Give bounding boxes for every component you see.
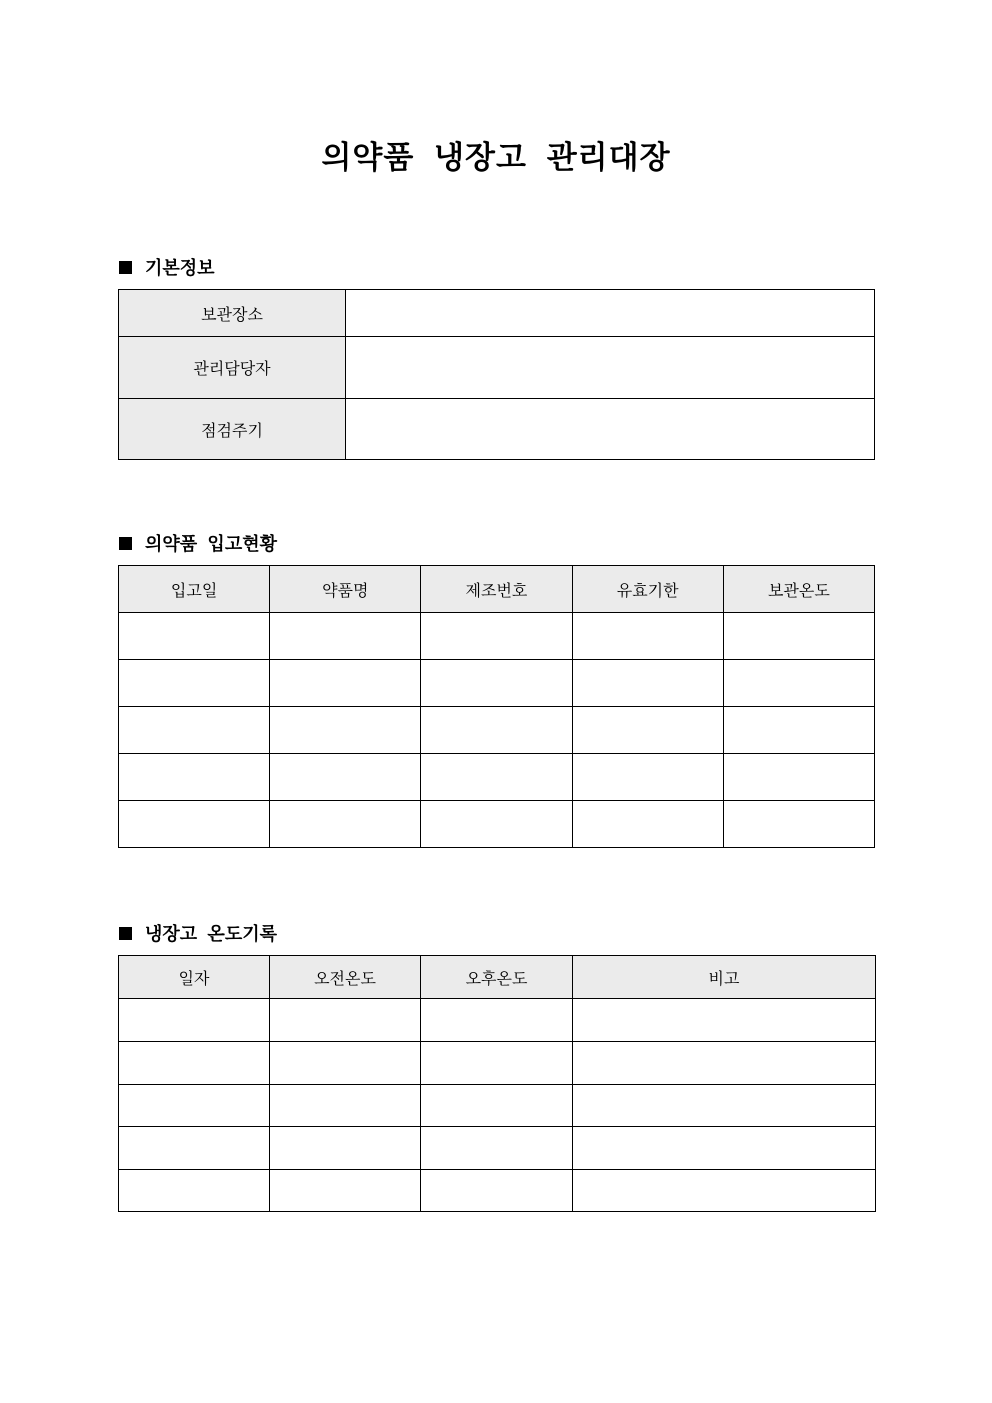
section-heading-basic-info [119,254,215,280]
table-cell[interactable] [573,1085,876,1127]
section-title: 의약품 입고현황 [145,534,277,555]
table-cell[interactable] [421,613,572,660]
table-cell[interactable] [270,660,421,707]
table-cell[interactable] [723,801,874,848]
table-cell[interactable] [421,660,572,707]
table-row [119,754,875,801]
table-cell[interactable] [572,754,723,801]
table-row [119,999,876,1042]
table-cell[interactable] [723,613,874,660]
table-cell[interactable] [119,1170,270,1212]
table-cell[interactable] [119,999,270,1042]
table-cell[interactable] [421,1170,573,1212]
table-cell[interactable] [270,801,421,848]
table-header-row [119,566,875,613]
table-cell[interactable] [270,1042,421,1085]
table-cell[interactable] [119,1127,270,1170]
table-cell[interactable] [573,999,876,1042]
table-cell[interactable] [421,1127,573,1170]
temperature-table [118,955,876,1212]
table-cell[interactable] [572,613,723,660]
table-cell[interactable] [119,613,270,660]
inspection-cycle-field[interactable] [346,399,875,460]
basic-info-table [118,289,875,460]
manager-field[interactable] [346,337,875,399]
table-row [119,1085,876,1127]
table-cell[interactable] [421,707,572,754]
square-bullet-icon [119,261,132,274]
table-row [119,399,875,460]
column-header: 비고 [573,956,876,999]
table-row [119,290,875,337]
table-row [119,801,875,848]
table-header-row [119,956,876,999]
table-row [119,1127,876,1170]
row-label: 점검주기 [119,399,346,460]
table-row [119,707,875,754]
table-row [119,337,875,399]
column-header: 일자 [119,956,270,999]
column-header: 약품명 [270,566,421,613]
table-cell[interactable] [270,613,421,660]
table-cell[interactable] [119,801,270,848]
table-cell[interactable] [270,1127,421,1170]
stock-table [118,565,875,848]
table-cell[interactable] [270,754,421,801]
section-heading-stock [119,530,277,556]
table-cell[interactable] [573,1170,876,1212]
column-header: 오전온도 [270,956,421,999]
page-title: 의약품 냉장고 관리대장 [321,140,671,176]
column-header: 제조번호 [421,566,572,613]
column-header: 입고일 [119,566,270,613]
square-bullet-icon [119,537,132,550]
table-cell[interactable] [270,1170,421,1212]
table-cell[interactable] [572,707,723,754]
table-cell[interactable] [270,999,421,1042]
table-cell[interactable] [421,801,572,848]
table-cell[interactable] [572,660,723,707]
column-header: 오후온도 [421,956,573,999]
table-cell[interactable] [723,754,874,801]
section-heading-temperature [119,920,277,946]
table-cell[interactable] [421,1042,573,1085]
storage-location-field[interactable] [346,290,875,337]
table-cell[interactable] [270,707,421,754]
square-bullet-icon [119,927,132,940]
column-header: 보관온도 [723,566,874,613]
section-title: 냉장고 온도기록 [145,924,277,945]
table-cell[interactable] [421,1085,573,1127]
table-row [119,613,875,660]
table-cell[interactable] [723,707,874,754]
table-cell[interactable] [573,1127,876,1170]
table-cell[interactable] [723,660,874,707]
row-label: 보관장소 [119,290,346,337]
table-row [119,1170,876,1212]
table-cell[interactable] [421,754,572,801]
table-cell[interactable] [573,1042,876,1085]
table-cell[interactable] [572,801,723,848]
column-header: 유효기한 [572,566,723,613]
table-cell[interactable] [119,1042,270,1085]
row-label: 관리담당자 [119,337,346,399]
table-row [119,660,875,707]
table-cell[interactable] [270,1085,421,1127]
section-title: 기본정보 [145,258,215,279]
table-cell[interactable] [119,754,270,801]
table-cell[interactable] [119,1085,270,1127]
table-cell[interactable] [421,999,573,1042]
table-cell[interactable] [119,707,270,754]
table-row [119,1042,876,1085]
table-cell[interactable] [119,660,270,707]
